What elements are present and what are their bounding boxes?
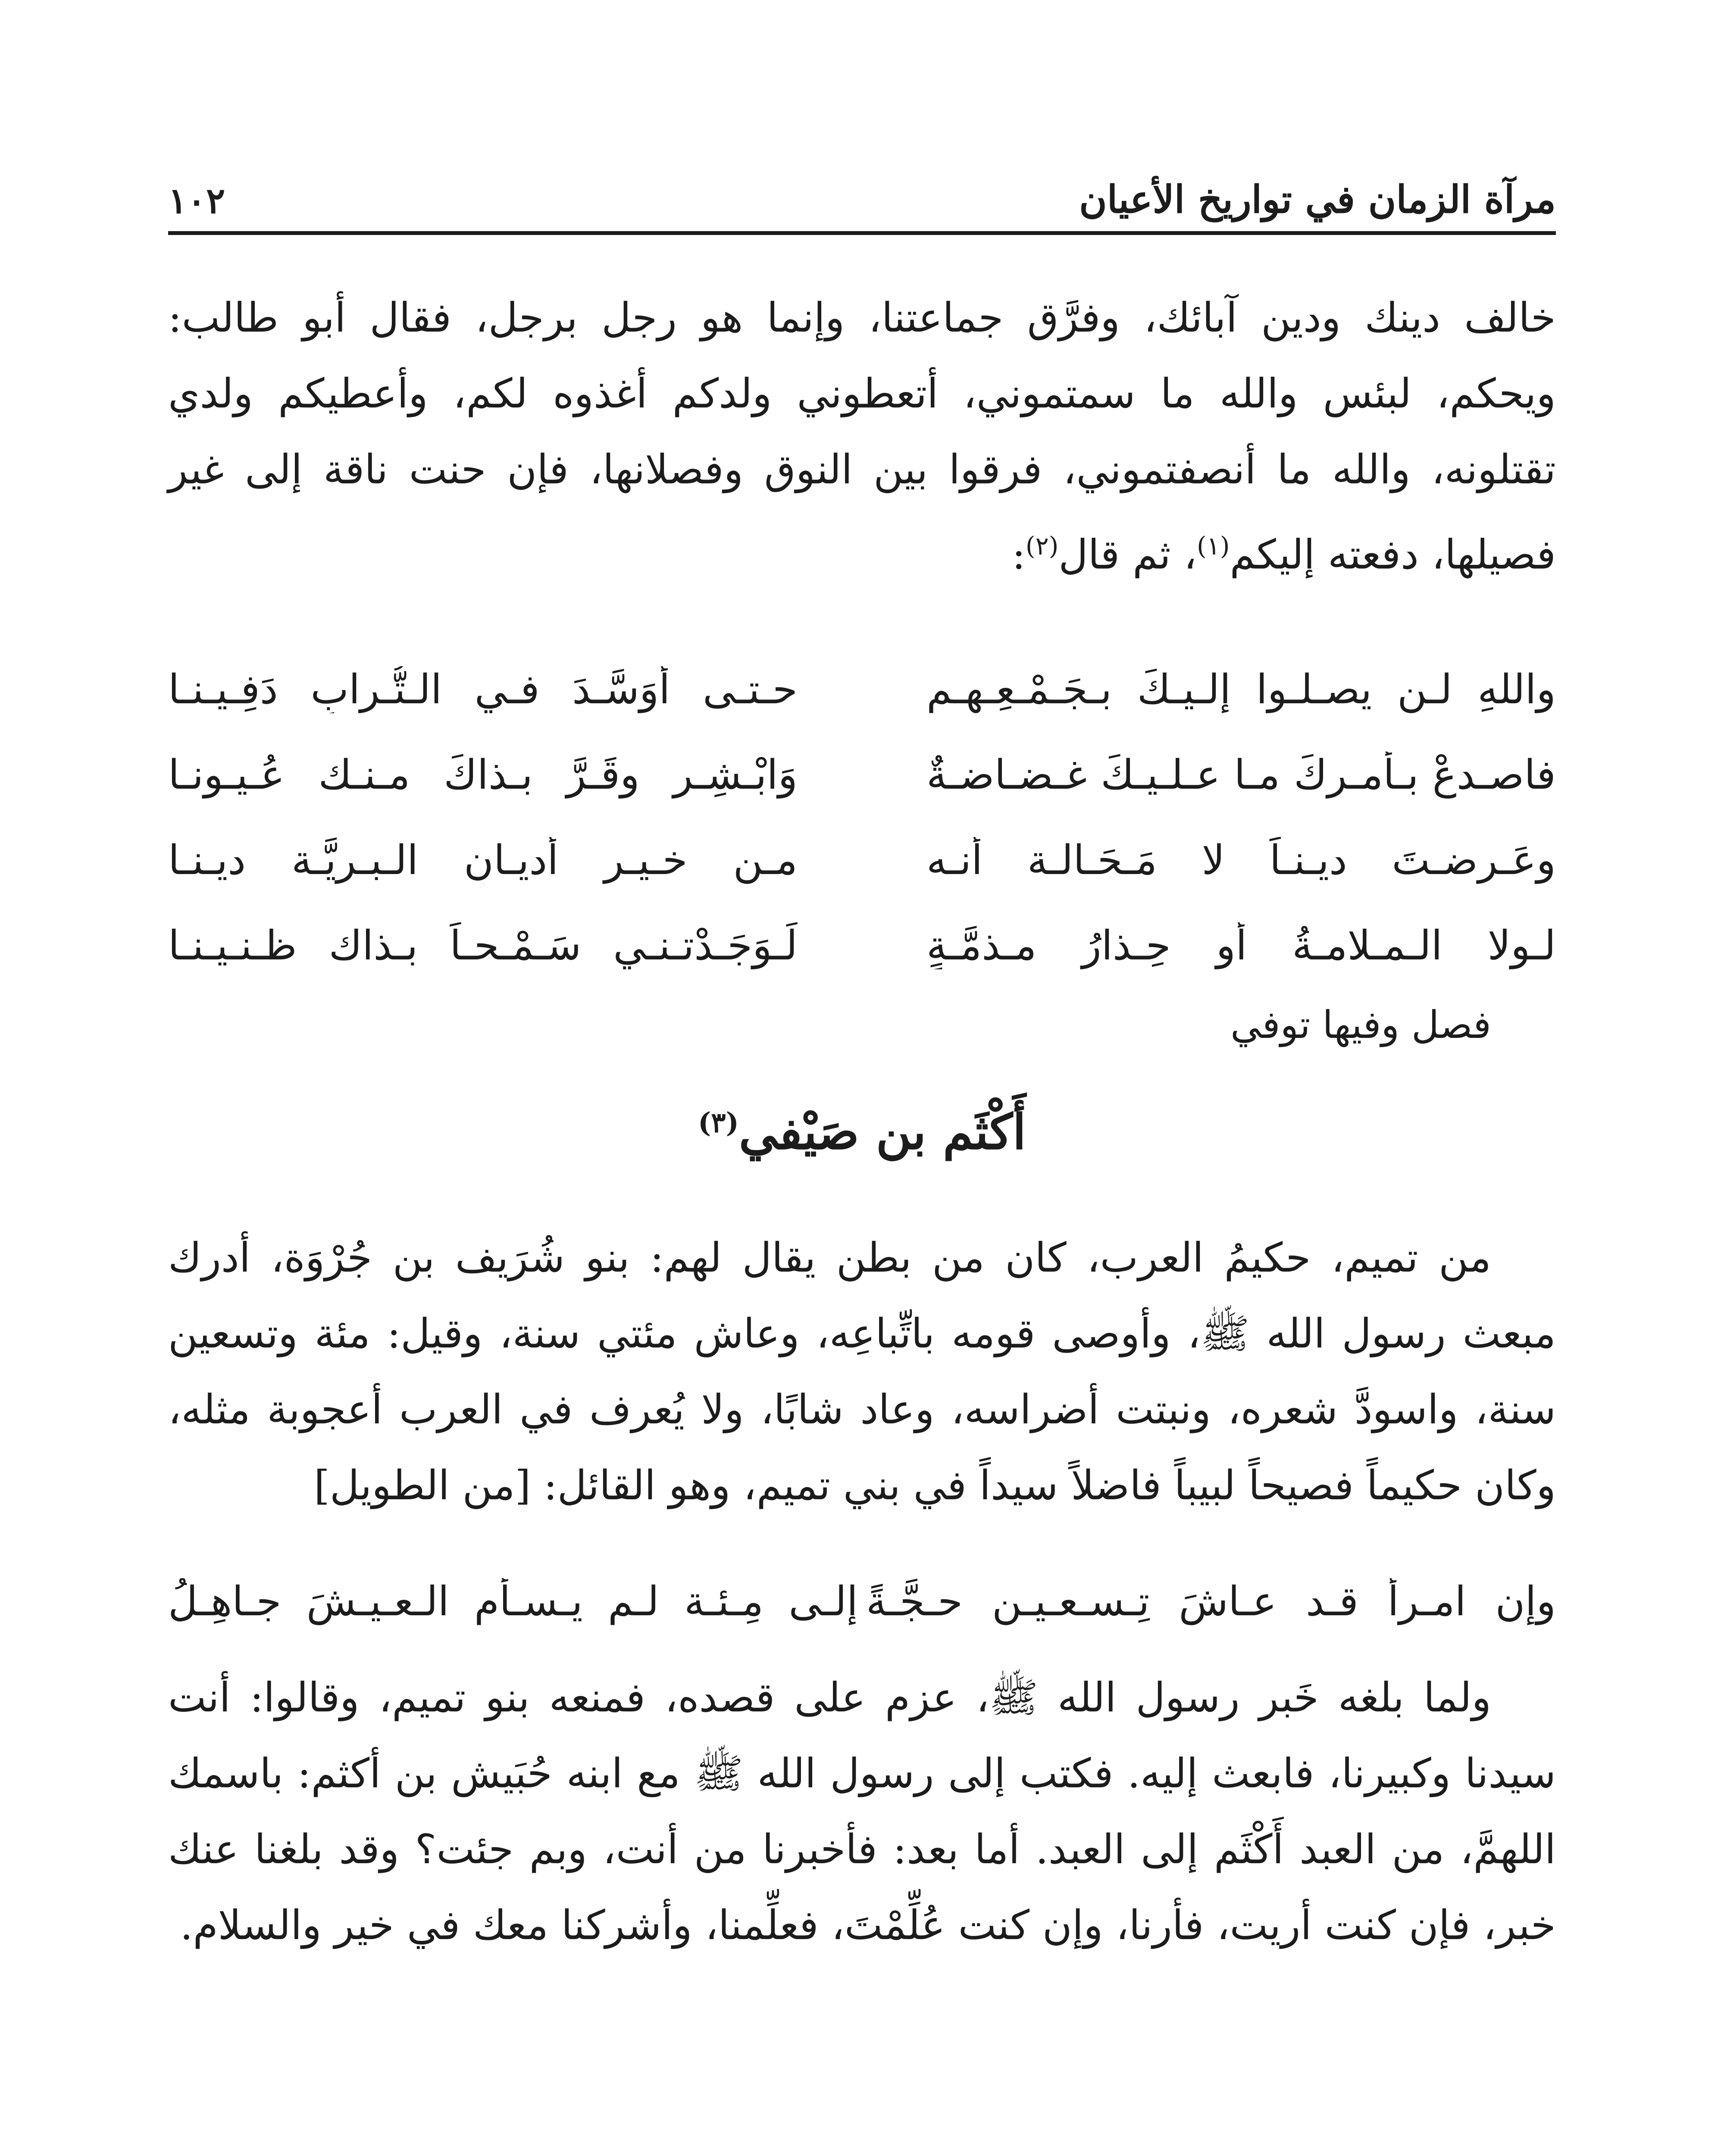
section-heading <box>168 1104 1556 1160</box>
hemistich-right: واللهِ لـن يصـلـوا إلـيـكَ بـجَـمْـعِـهـم <box>926 666 1556 713</box>
intro-text: خالف دينك ودين آبائك، وفرَّق جماعتنا، وإنما هو رجل برجل، فقال أبو طالب: ويحكم، لبئس والله ما سمتموني، أتعطوني ولدكم أغذوه لكم، وأعطيكم ولدي تقتلونه، والله ما أنصفتموني، فرقوا بين النوق وفصلانها، فإن حنت ناقة إلى غير فصيلها، دفعته إليكم <box>168 295 1556 579</box>
hemistich-right: فاصـدعْ بـأمـرِكَ مـا عـلـيـكَ غـضـاضـةٌ <box>926 751 1556 799</box>
section-title: أَكْثَم بن صَيْفي <box>738 1104 1026 1160</box>
hemistich-left: مـن خـيـر أديـانِ الـبـريَّـة ديـنـا <box>168 837 798 884</box>
hemistich-left: وَابْـشِـر وقَـرَّ بـذاكَ مـنـك عُـيـونـا <box>168 751 798 799</box>
hemistich-left: لَـوَجَـدْتـنـي سَـمْـحـاً بـذاك ظـنـيـنـا <box>168 922 798 969</box>
hemistich-right: وعَـرضـتَ ديـنـاً لا مَـحَـالـة أنـه <box>926 837 1556 884</box>
verse-line <box>168 818 1556 903</box>
poem <box>168 647 1556 1062</box>
biography-text: من تميم، حكيمُ العرب، كان من بطن يقال لهم: بنو شُرَيف بن جُرْوَة، أدرك مبعث رسول الله ﷺ، وأوصى قومه باتِّباعِه، وعاش مئتي سنة، وقيل: مئة وتسعين سنة، واسودَّ شعره، ونبتت أضراسه، وعاد شابًا، ولا يُعرف في العرب أعجوبة مثله، وكان حكيماً فصيحاً لبيباً فاضلاً سيداً في بني تميم، وهو القائل: [من الطويل] <box>168 1235 1556 1509</box>
hemistich-right: لـولا الـمـلامـةُ أو حِـذارُ مـذمَّـةٍ <box>926 922 1556 969</box>
hemistich-left: حـتـى أُوَسَّـدَ فـي الـتُّـرابِ دَفِـيـنـا <box>168 666 798 713</box>
intro-paragraph <box>168 280 1556 593</box>
closing-paragraph <box>168 1660 1556 1964</box>
biography-paragraph <box>168 1220 1556 1524</box>
page-number: ١٠٢ <box>168 180 225 222</box>
book-title: مرآة الزمان في تواريخ الأعيان <box>1079 177 1556 222</box>
hemistich-left: إلـى مِـئـة لـم يـسـأمِ الـعـيـشَ جـاهِـلُ <box>168 1578 858 1625</box>
closing-text: ولما بلغه خَبر رسول الله ﷺ، عزم على قصده، فمنعه بنو تميم، وقالوا: أنت سيدنا وكبيرنا، فابعث إليه. فكتب إلى رسول الله ﷺ مع ابنه حُبَيش بن أكثم: باسمك اللهمَّ، من العبد أَكْثَم إلى العبد. أما بعد: فأخبرنا من أنت، وبم جئت؟ وقد بلغنا عنك خبر، فإن كنت أريت، فأرنا، وإن كنت عُلِّمْتَ، فعلِّمنا، وأشركنا معك في خير والسلام. <box>168 1674 1556 1949</box>
footnote-ref-3: (٣) <box>698 1106 739 1139</box>
verse-line <box>168 647 1556 732</box>
section-note: فصل وفيها توفي <box>1230 1003 1491 1047</box>
footnote-ref-2: (٢) <box>1025 531 1059 561</box>
quoted-verse <box>168 1578 1556 1625</box>
intro-text-end: : <box>1012 531 1026 579</box>
running-header <box>168 170 1556 235</box>
intro-text-mid: ، ثم قال <box>1058 531 1197 579</box>
footnote-ref-1: (١) <box>1197 531 1230 561</box>
verse-line <box>168 903 1556 988</box>
hemistich-right: وإن امـرأً قـد عـاشَ تِـسـعـيـن حـجَّـةً <box>866 1578 1556 1625</box>
verse-line <box>168 732 1556 818</box>
